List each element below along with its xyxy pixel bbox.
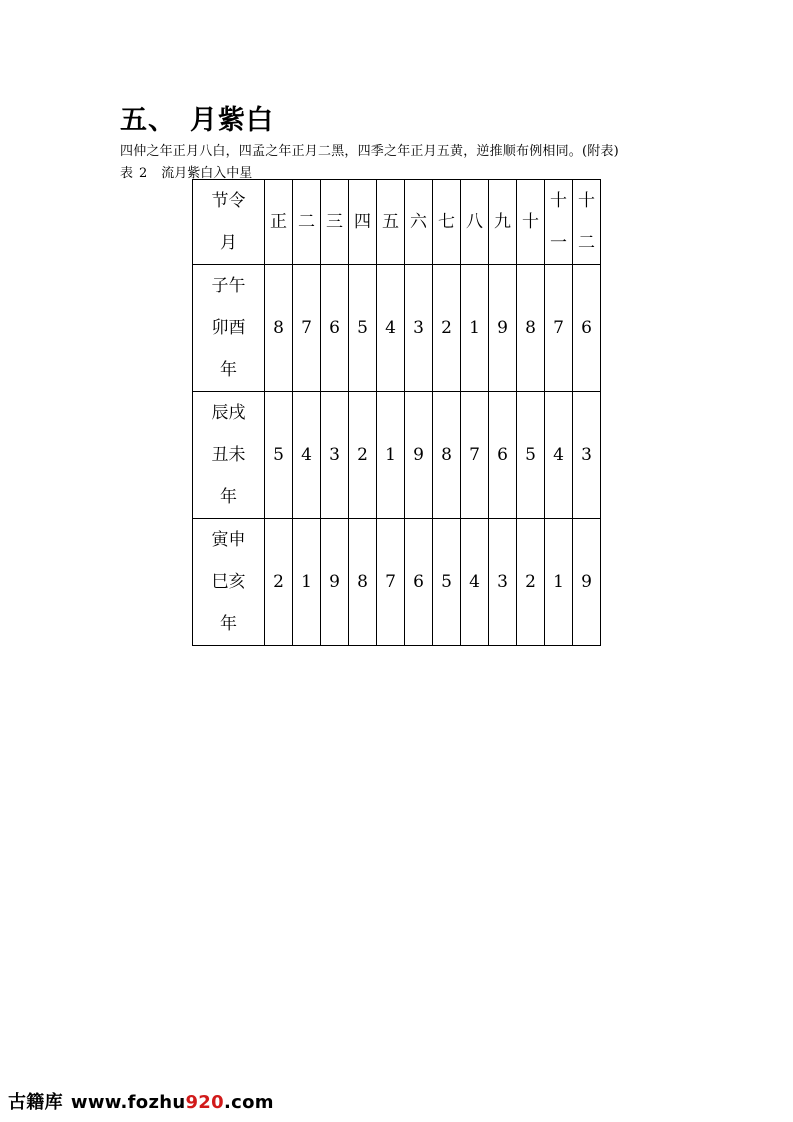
star-value-cell: 1 [461,265,489,392]
star-value-cell: 2 [433,265,461,392]
monthly-star-table [192,179,601,646]
star-value-cell: 1 [293,519,321,646]
corner-cell [193,180,265,265]
caption-number: 2 [139,166,148,181]
month-header [349,180,377,265]
star-value-cell: 7 [461,392,489,519]
footer-site: www.fozhu920.com [70,1092,274,1113]
header-row [193,180,601,265]
section-title: 月紫白 [190,105,274,136]
cell-line: 节令 [211,191,246,211]
caption-label: 表 [120,166,134,181]
cell-line: 二 [298,212,315,232]
footer-brand: 古籍库 [8,1092,63,1113]
star-value-cell: 3 [321,392,349,519]
cell-line: 一 [550,233,567,253]
footer-watermark [8,1088,274,1114]
star-value-cell: 8 [265,265,293,392]
cell-line: 十 [550,191,567,211]
star-value-cell: 6 [321,265,349,392]
cell-line: 卯酉 [211,318,246,338]
month-header [545,180,573,265]
month-header [573,180,601,265]
star-value-cell: 2 [517,519,545,646]
cell-line: 巳亥 [211,572,246,592]
cell-line: 十 [522,212,539,232]
month-header [321,180,349,265]
star-value-cell: 5 [433,519,461,646]
star-value-cell: 2 [349,392,377,519]
cell-line: 五 [382,212,399,232]
star-value-cell: 8 [517,265,545,392]
cell-line: 六 [410,212,427,232]
cell-line: 寅申 [211,530,246,550]
cell-line: 十 [578,191,595,211]
star-value-cell: 7 [377,519,405,646]
year-group-label [193,519,265,646]
month-header [461,180,489,265]
star-value-cell: 5 [517,392,545,519]
star-value-cell: 4 [377,265,405,392]
star-value-cell: 9 [405,392,433,519]
table-row [193,519,601,646]
star-value-cell: 6 [573,265,601,392]
cell-line: 年 [220,360,237,380]
month-header [265,180,293,265]
month-header [293,180,321,265]
table-row [193,265,601,392]
star-value-cell: 6 [405,519,433,646]
star-value-cell: 3 [489,519,517,646]
cell-line: 丑未 [211,445,246,465]
cell-line: 月 [220,233,237,253]
month-header [377,180,405,265]
star-value-cell: 4 [461,519,489,646]
star-value-cell: 1 [545,519,573,646]
cell-line: 三 [326,212,343,232]
cell-line: 年 [220,614,237,634]
cell-line: 年 [220,487,237,507]
section-heading [120,98,274,137]
star-value-cell: 9 [573,519,601,646]
star-value-cell: 7 [545,265,573,392]
star-value-cell: 8 [433,392,461,519]
star-value-cell: 3 [405,265,433,392]
year-group-label [193,265,265,392]
star-value-cell: 3 [573,392,601,519]
year-group-label [193,392,265,519]
section-number: 五、 [120,105,176,136]
cell-line: 八 [466,212,483,232]
month-header [517,180,545,265]
caption-title: 流月紫白入中星 [161,166,253,181]
star-value-cell: 6 [489,392,517,519]
star-value-cell: 9 [321,519,349,646]
star-value-cell: 1 [377,392,405,519]
cell-line: 四 [354,212,371,232]
cell-line: 子午 [211,276,246,296]
star-value-cell: 4 [293,392,321,519]
cell-line: 九 [494,212,511,232]
month-header [489,180,517,265]
cell-line: 正 [270,212,287,232]
star-value-cell: 9 [489,265,517,392]
star-value-cell: 8 [349,519,377,646]
star-value-cell: 2 [265,519,293,646]
star-value-cell: 5 [349,265,377,392]
star-value-cell: 4 [545,392,573,519]
star-value-cell: 7 [293,265,321,392]
cell-line: 二 [578,233,595,253]
month-header [433,180,461,265]
cell-line: 七 [438,212,455,232]
body-paragraph: 四仲之年正月八白，四孟之年正月二黑，四季之年正月五黄，逆推顺布例相同。(附表) [120,144,619,159]
cell-line: 辰戌 [211,403,246,423]
star-value-cell: 5 [265,392,293,519]
table-row [193,392,601,519]
month-header [405,180,433,265]
